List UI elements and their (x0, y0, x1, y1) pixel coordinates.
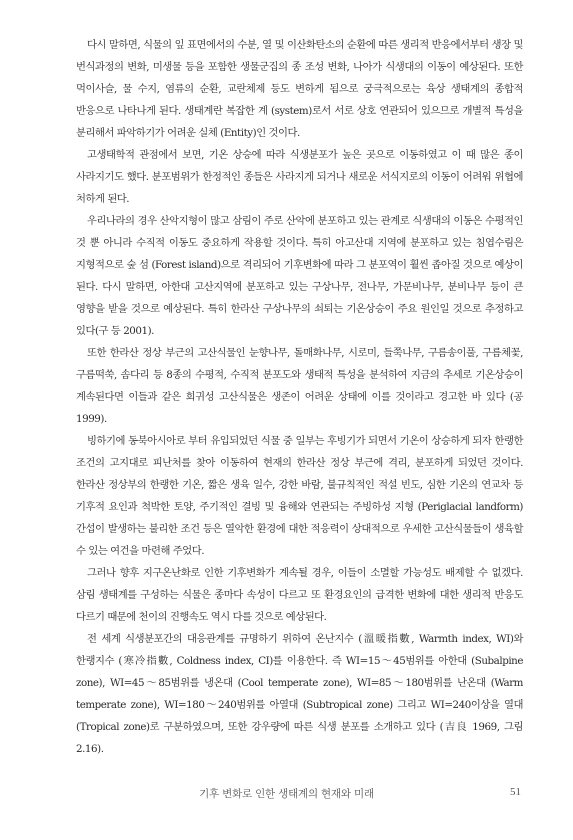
paragraph-4: 또한 한라산 정상 부근의 고산식물인 눈향나무, 돌매화나무, 시로미, 들쭉나무, 구름송이풀, 구름체꽃, 구름떡쑥, 솜다리 등 8종의 수평적, 수직적 분포도와 생태적 특성을 분석하여 지금의 추세로 기온상승이 계속된다면 이들과 같은 희귀성 고산식물은 생존이 어려운 상태에 이를 것이라고 경고한 바 있다 (공 1999). (76, 347, 523, 425)
paragraph-5: 빙하기에 동북아시아로 부터 유입되었던 식물 중 일부는 후빙기가 되면서 기온이 상승하게 되자 한랭한 조건의 고지대로 피난처를 찾아 이동하여 현재의 한라산 정상 부근에 격리, 분포하게 되었던 것이다. 한라산 정상부의 한랭한 기온, 짧은 생육 일수, 강한 바람, 불규칙적인 적설 빈도, 심한 기온의 연교차 등 기후적 요인과 척박한 토양, 주기적인 결빙 및 융해와 연관되는 주빙하성 지형 (Periglacial landform) 간섭이 발생하는 불리한 조건 등은 열악한 환경에 대한 적응력이 상대적으로 우세한 고산식물들이 생육할 수 있는 여건을 마련해 주었다. (76, 435, 523, 557)
page-body (76, 34, 523, 760)
page-footer (0, 786, 573, 806)
paragraph-6: 그러나 향후 지구온난화로 인한 기후변화가 계속될 경우, 이들이 소멸할 가능성도 배제할 수 없겠다. 삼림 생태계를 구성하는 식물은 종마다 속성이 다르고 또 환경요인의 급격한 변화에 대한 생리적 반응도 다르기 때문에 천이의 진행속도 역시 다를 것으로 예상된다. (76, 567, 523, 623)
paragraph-1: 다시 말하면, 식물의 잎 표면에서의 수분, 열 및 이산화탄소의 순환에 따른 생리적 반응에서부터 생장 및 번식과정의 변화, 미생물 등을 포함한 생물군집의 종 조성 변화, 나아가 식생대의 이동이 예상된다. 또한 먹이사슬, 물 수지, 염류의 순환, 교란체제 등도 변하게 됨으로 궁극적으로는 육상 생태계의 종합적 반응으로 나타나게 된다. 생태계란 복잡한 계 (system)로서 서로 상호 연관되어 있으므로 개별적 특성을 분리해서 파악하기가 어려운 실체 (Entity)인 것이다. (76, 39, 523, 139)
paragraph-7: 전 세계 식생분포간의 대응관계를 규명하기 위하여 온난지수 (溫暖指數, Warmth index, WI)와 한랭지수 (寒冷指數, Coldness index, CI)를 이용한다. 즉 WI=15～45범위를 아한대 (Subalpine zone), WI=45～85범위를 냉온대 (Cool temperate zone), WI=85～180범위를 난온대 (Warm temperate zone), WI=180～240범위를 아열대 (Subtropical zone) 그리고 WI=240이상을 열대 (Tropical zone)로 구분하였으며, 또한 강우량에 따른 식생 분포를 소개하고 있다 (吉良 1969, 그림 2.16). (76, 633, 523, 755)
page-number: 51 (510, 786, 521, 798)
paragraph-2: 고생태학적 관점에서 보면, 기온 상승에 따라 식생분포가 높은 곳으로 이동하였고 이 때 많은 종이 사라지기도 했다. 분포범위가 한정적인 종들은 사라지게 되거나 새로운 서식지로의 이동이 어려워 위협에 처하게 된다. (76, 149, 523, 205)
paragraph-3: 우리나라의 경우 산악지형이 많고 삼림이 주로 산악에 분포하고 있는 관계로 식생대의 이동은 수평적인 것 뿐 아니라 수직적 이동도 중요하게 작용할 것이다. 특히 아고산대 지역에 분포하고 있는 침엽수림은 지형적으로 숲 섬 (Forest island)으로 격리되어 기후변화에 따라 그 분포역이 훨씬 좁아질 것으로 예상이 된다. 다시 말하면, 아한대 고산지역에 분포하고 있는 구상나무, 전나무, 가문비나무, 분비나무 등이 큰 영향을 받을 것으로 예상된다. 특히 한라산 구상나무의 쇠퇴는 기온상승이 주요 원인일 것으로 추정하고 있다(구 등 2001). (76, 215, 523, 337)
running-footer-title: 기후 변화로 인한 생태계의 현재와 미래 (199, 788, 374, 800)
